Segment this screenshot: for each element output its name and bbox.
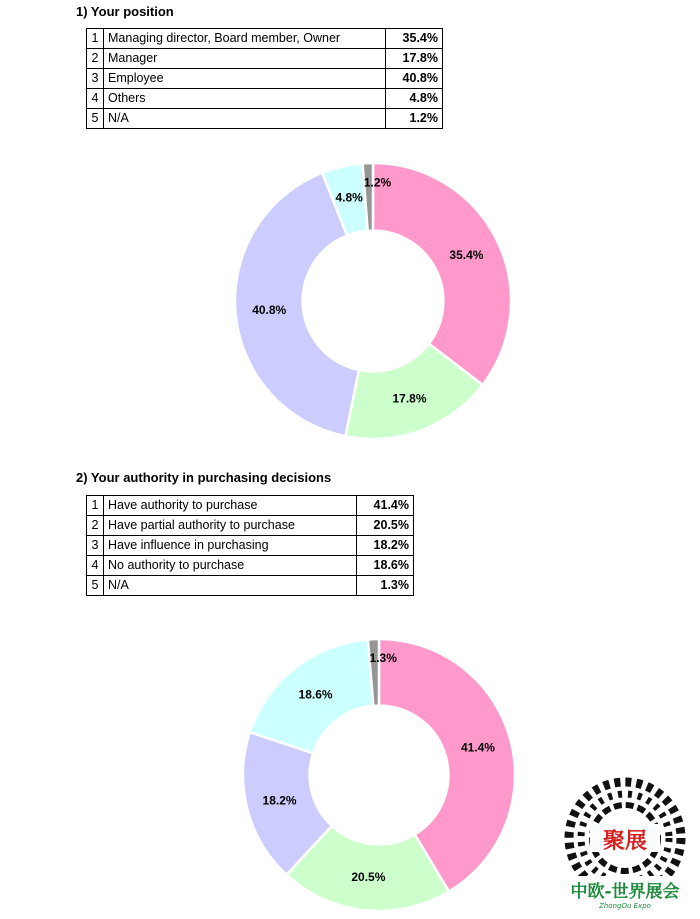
row-label: Have partial authority to purchase [104,516,357,536]
slice-label: 40.8% [252,303,287,318]
row-number: 5 [87,109,104,129]
row-label: Others [104,89,386,109]
row-label: Manager [104,49,386,69]
table-row [87,576,414,596]
row-percent: 18.6% [357,556,414,576]
expo-qr-logo [556,776,694,914]
slice-label: 4.8% [335,190,363,205]
row-label: N/A [104,109,386,129]
row-number: 2 [87,516,104,536]
position-table-body [87,29,443,129]
row-label: N/A [104,576,357,596]
row-percent: 35.4% [386,29,443,49]
row-percent: 17.8% [386,49,443,69]
row-number: 4 [87,89,104,109]
brand-bottom-text: 中欧-世界展会 [570,882,680,902]
row-percent: 20.5% [357,516,414,536]
row-number: 4 [87,556,104,576]
table-row [87,516,414,536]
row-label: Have influence in purchasing [104,536,357,556]
table-row [87,556,414,576]
row-label: Managing director, Board member, Owner [104,29,386,49]
row-percent: 40.8% [386,69,443,89]
donut-slice [373,163,511,385]
authority-donut-chart [242,638,516,912]
row-percent: 1.3% [357,576,414,596]
row-number: 3 [87,536,104,556]
table-row [87,536,414,556]
slice-label: 41.4% [460,740,495,755]
section-title-position: 1) Your position [76,4,174,19]
brand-sub-text: ZhongOu Expo [599,902,651,910]
slice-label: 18.6% [298,687,333,702]
table-row [87,89,443,109]
slice-label: 20.5% [351,870,386,885]
row-percent: 41.4% [357,496,414,516]
row-number: 1 [87,496,104,516]
position-table [86,28,443,129]
row-label: No authority to purchase [104,556,357,576]
table-row [87,29,443,49]
brand-top-text: 聚展 [602,829,648,854]
row-number: 1 [87,29,104,49]
row-label: Employee [104,69,386,89]
table-row [87,69,443,89]
row-percent: 4.8% [386,89,443,109]
table-row [87,109,443,129]
slice-label: 35.4% [449,247,484,262]
table-row [87,49,443,69]
slice-label: 17.8% [392,391,427,406]
authority-table-body [87,496,414,596]
authority-table [86,495,414,596]
table-row [87,496,414,516]
section-title-authority: 2) Your authority in purchasing decisions [76,470,332,485]
row-number: 5 [87,576,104,596]
row-number: 3 [87,69,104,89]
slice-label: 18.2% [262,793,297,808]
row-number: 2 [87,49,104,69]
slice-label: 1.3% [369,651,397,666]
row-percent: 18.2% [357,536,414,556]
row-label: Have authority to purchase [104,496,357,516]
position-donut-chart [234,162,512,440]
slice-label: 1.2% [363,175,392,190]
qr-code-icon [556,776,694,914]
row-percent: 1.2% [386,109,443,129]
